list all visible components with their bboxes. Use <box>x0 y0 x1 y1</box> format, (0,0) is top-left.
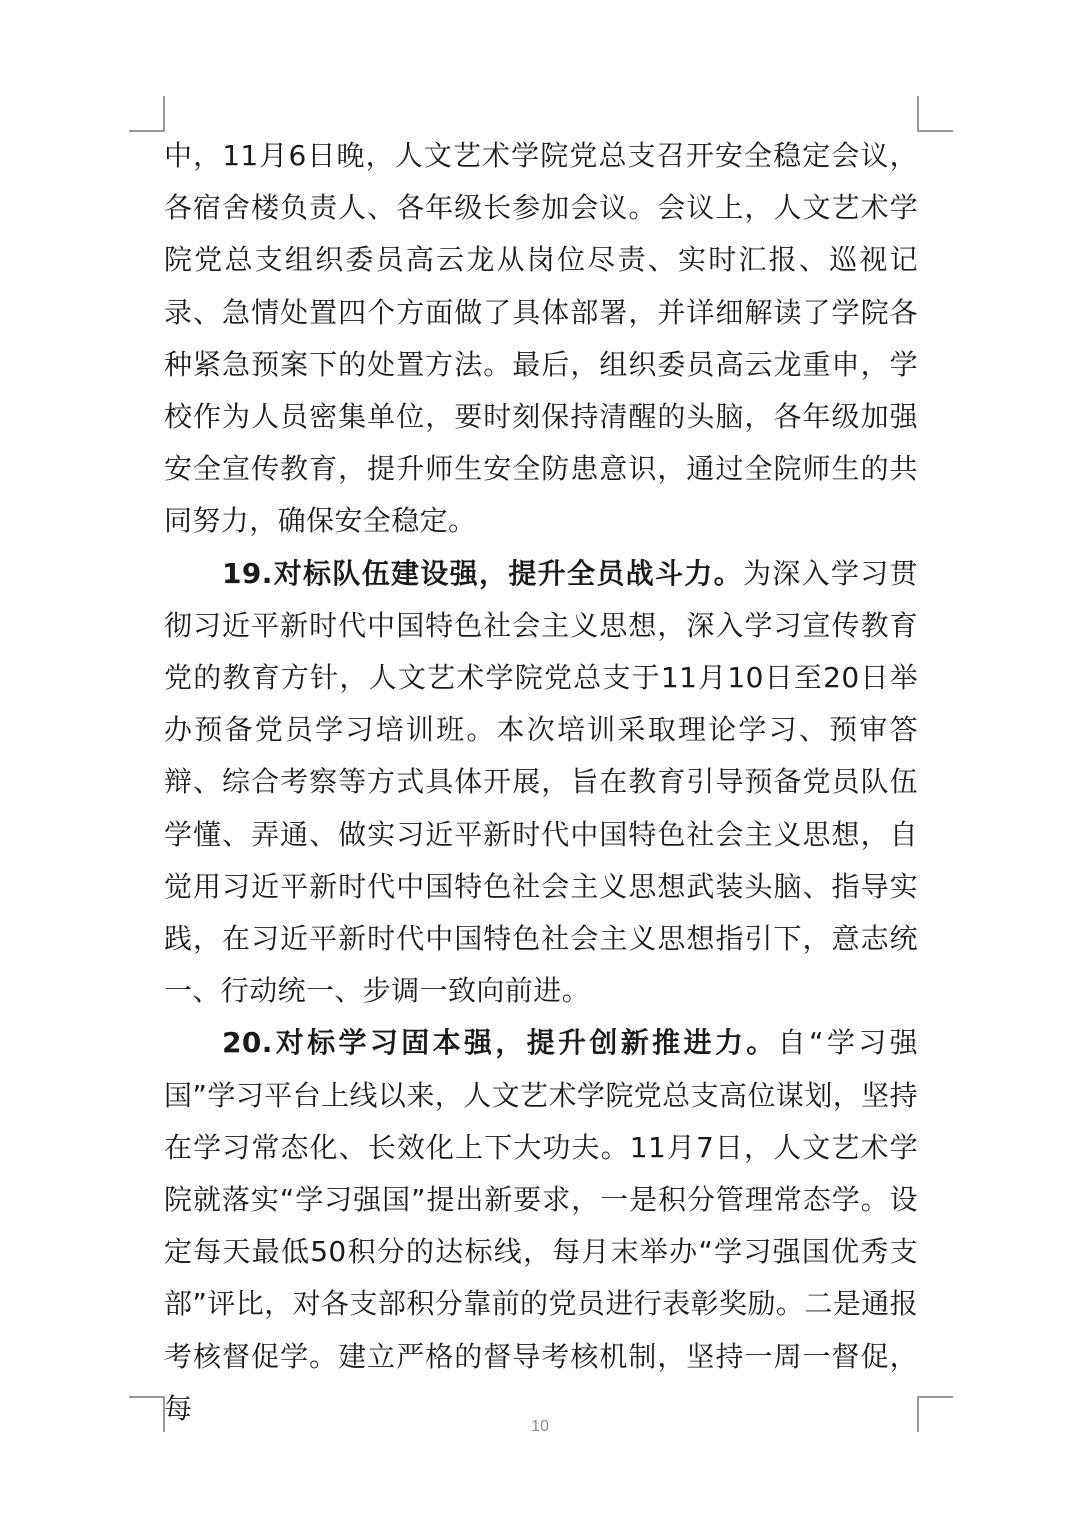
paragraph-item-20 <box>164 1017 918 1435</box>
paragraph-heading: 19.对标队伍建设强，提升全员战斗力。 <box>222 556 743 590</box>
corner-mark-top-left <box>129 96 165 132</box>
paragraph-item-19 <box>164 548 918 1018</box>
paragraph-heading: 20.对标学习固本强，提升创新推进力。 <box>222 1026 778 1060</box>
paragraph-body: 中，11月6日晚，人文艺术学院党总支召开安全稳定会议，各宿舍楼负责人、各年级长参加会议。会议上，人文艺术学院党总支组织委员高云龙从岗位尽责、实时汇报、巡视记录、急情处置四个方面做了具体部署，并详细解读了学院各种紧急预案下的处置方法。最后，组织委员高云龙重申，学校作为人员密集单位，要时刻保持清醒的头脑，各年级加强安全宣传教育，提升师生安全防患意识，通过全院师生的共同努力，确保安全稳定。 <box>164 139 918 538</box>
paragraph-body: 自“学习强国”学习平台上线以来，人文艺术学院党总支高位谋划，坚持在学习常态化、长效化上下大功夫。11月7日，人文艺术学院就落实“学习强国”提出新要求，一是积分管理常态学。设定每天最低50积分的达标线，每月末举办“学习强国优秀支部”评比，对各支部积分靠前的党员进行表彰奖励。二是通报考核督促学。建立严格的督导考核机制，坚持一周一督促，每 <box>164 1026 919 1425</box>
page-number: 10 <box>531 1418 549 1435</box>
paragraph-body: 为深入学习贯彻习近平新时代中国特色社会主义思想，深入学习宣传教育党的教育方针，人文艺术学院党总支于11月10日至20日举办预备党员学习培训班。本次培训采取理论学习、预审答辩、综合考察等方式具体开展，旨在教育引导预备党员队伍学懂、弄通、做实习近平新时代中国特色社会主义思想，自觉用习近平新时代中国特色社会主义思想武装头脑、指导实践，在习近平新时代中国特色社会主义思想指引下，意志统一、行动统一、步调一致向前进。 <box>164 556 918 1008</box>
paragraph-continuation <box>164 130 918 548</box>
corner-mark-top-right <box>917 96 953 132</box>
body-text <box>164 130 918 1435</box>
